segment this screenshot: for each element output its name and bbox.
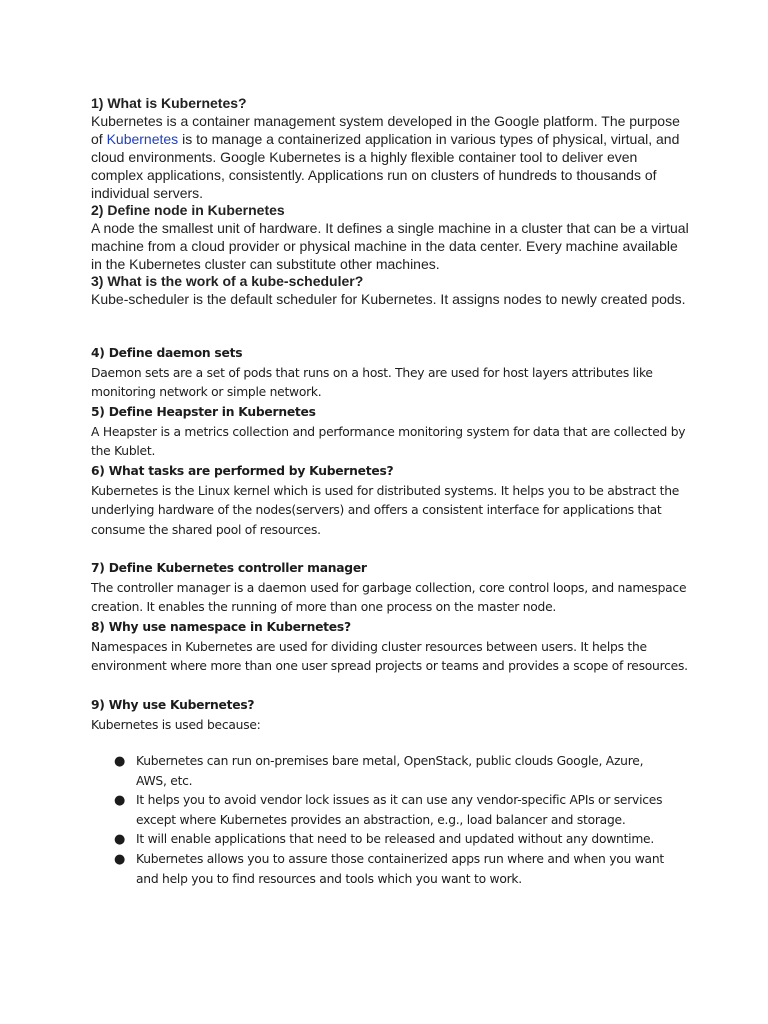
bullet-icon: ●: [114, 793, 126, 809]
list-item: ● It helps you to avoid vendor lock issues as it can use any vendor-specific APIs or services except where Kubernetes provides an abstraction, e.g., load balancer and storage.: [114, 793, 663, 827]
section-kubernetes-tasks: [91, 462, 691, 540]
question-title: 2) Define node in Kubernetes: [91, 202, 285, 218]
list-item: ● Kubernetes can run on-premises bare metal, OpenStack, public clouds Google, Azure, AWS, etc.: [114, 754, 644, 788]
section-kube-scheduler: [91, 272, 691, 308]
kubernetes-link[interactable]: Kubernetes: [106, 131, 179, 147]
question-title: 5) Define Heapster in Kubernetes: [91, 405, 316, 419]
question-title: 1) What is Kubernetes?: [91, 95, 247, 111]
answer-text: A Heapster is a metrics collection and performance monitoring system for data that are collected by the Kublet.: [91, 424, 686, 459]
answer-text: is to manage a containerized application in various types of physical, virtual, and cloud environments. Google Kubernetes is a highly flexible container tool to deliver even complex applications, consistently. Applications run on clusters of hundreds to thousands of individual servers.: [91, 131, 680, 201]
question-title: 6) What tasks are performed by Kubernetes?: [91, 464, 394, 478]
answer-text: Namespaces in Kubernetes are used for dividing cluster resources between users. It helps the environment where more than one user spread projects or teams and provides a scope of resources.: [91, 639, 688, 674]
question-title: 4) Define daemon sets: [91, 346, 243, 360]
section-what-is-kubernetes: [91, 94, 691, 202]
answer-text: Kubernetes is a container management system developed in the Google platform. The purpose of: [91, 113, 680, 147]
section-daemon-sets: [91, 344, 691, 403]
answer-text: Kubernetes is the Linux kernel which is used for distributed systems. It helps you to be abstract the underlying hardware of the nodes(servers) and offers a consistent interface for applications that consume the shared pool of resources.: [91, 483, 680, 537]
answer-text: The controller manager is a daemon used for garbage collection, core control loops, and namespace creation. It enables the running of more than one process on the master node.: [91, 580, 687, 615]
section-why-use-kubernetes: [91, 696, 691, 735]
section-define-node: [91, 201, 691, 273]
bullet-icon: ●: [114, 832, 126, 848]
question-title: 3) What is the work of a kube-scheduler?: [91, 273, 364, 289]
answer-text: Kubernetes is used because:: [91, 717, 261, 732]
list-item: ● It will enable applications that need to be released and updated without any downtime.: [114, 830, 674, 850]
question-title: 7) Define Kubernetes controller manager: [91, 561, 367, 575]
bullet-icon: ●: [114, 851, 126, 867]
bullet-icon: ●: [114, 754, 126, 769]
list-item: ● Kubernetes allows you to assure those containerized apps run where and when you want and help you to find resources and tools which you want to work.: [114, 851, 664, 886]
section-heapster: [91, 403, 691, 462]
question-title: 8) Why use namespace in Kubernetes?: [91, 620, 351, 634]
reasons-list: [114, 752, 674, 889]
section-namespace: [91, 618, 691, 677]
answer-text: Daemon sets are a set of pods that runs on a host. They are used for host layers attributes like monitoring network or simple network.: [91, 365, 653, 400]
section-controller-manager: [91, 559, 691, 618]
answer-text: Kube-scheduler is the default scheduler for Kubernetes. It assigns nodes to newly created pods.: [91, 291, 686, 307]
answer-text: A node the smallest unit of hardware. It defines a single machine in a cluster that can be a virtual machine from a cloud provider or physical machine in the data center. Every machine available in the Kubernetes cluster can substitute other machines.: [91, 220, 689, 272]
question-title: 9) Why use Kubernetes?: [91, 698, 255, 712]
